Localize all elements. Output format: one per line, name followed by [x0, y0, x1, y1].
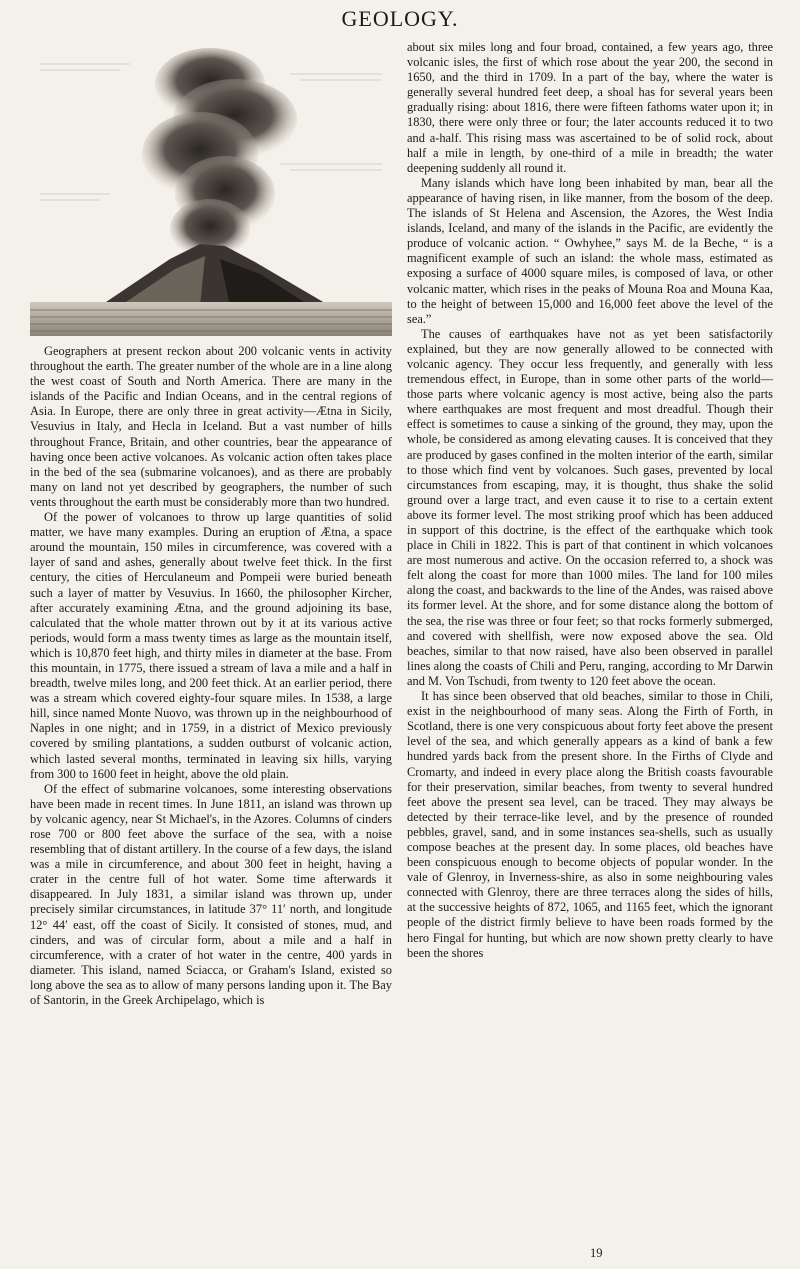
paragraph-submarine-volcanoes: Of the effect of submarine volcanoes, some interesting observations have been made in recent times. In June 1811, an island was thrown up by volcanic agency, near St Michael's, in the Azores. Columns of cinders rose 700 or 800 feet above the surface of the sea, with a noise resembling that of distant artillery. In the course of a few days, the island was a mile in circumference, and about 300 feet in height, having a crater in the centre full of hot water. Some time afterwards it disappeared. In July 1831, a similar island was thrown up, under precisely similar circumstances, in latitude 37° 11′ north, and longitude 12° 44′ east, off the coast of Sicily. It consisted of stones, mud, and cinders, and was of circular form, about a mile and a half in circumference, with a crater of hot water in the centre, 400 yards in diameter. This island, named Sciacca, or Graham's Island, existed so long above the sea as to allow of many persons landing upon it. The Bay of Santorin, in the Greek Archipelago, which is [30, 781, 392, 1008]
paragraph-santorin: about six miles long and four broad, contained, a few years ago, three volcanic isles, the first of which rose about the year 200, the second in 1650, and the third in 1709. In a part of the bay, where the water is generally several hundred feet deep, a shoal has for several years been gradually rising: about 1816, there were fifteen fathoms water upon it; in 1830, there were only three or four; the later accounts reduced it to two and a-half. This rising mass was ascertained to be of solid rock, about half a mile in length, by one-third of a mile in breadth; the water deepening suddenly all round it. [407, 40, 773, 175]
paragraph-earthquakes: The causes of earthquakes have not as yet been satisfactorily explained, but they are now generally allowed to be connected with volcanic agency. They occur less frequently, and generally with less tremendous effect, in Europe, than in some other parts of the world—those parts where volcanic agency is most active, being also the parts where earthquakes are most frequent and most dreadful. Though their effect is sometimes to cause a sinking of the ground, they may, upon the whole, be considered as among elevating causes. It is conceived that they are produced by gases confined in the molten interior of the earth, similar to those which find vent by volcanoes. Such gases, prevented by local circumstances from escaping, may, it is thought, thus shake the solid ground over a large tract, and even cause it to rise to a certain extent above its former level. The most striking proof which has been adduced in support of this doctrine, is the effect of the earthquake which took place in Chili in 1822. This is part of that continent in which volcanoes are most numerous and active. On the occasion referred to, a shock was felt along the coast for more than 1000 miles. The land for 100 miles along the coast, and backwards to the line of the Andes, was raised above its former level. At the shore, and for some distance along the bottom of the sea, the rise was three or four feet; so that rocks formerly submerged, and covered with shellfish, were now exposed above the sea. Old beaches, similar to that now raised, have also been observed in parallel lines along the coasts of Chili and Peru, ranging, according to Mr Darwin and M. Von Tschudi, from twenty to 120 feet above the ocean. [407, 326, 773, 688]
volcanic-island-illustration [30, 44, 392, 336]
paragraph-volcano-power: Of the power of volcanoes to throw up large quantities of solid matter, we have many examples. During an eruption of Ætna, a space around the mountain, 150 miles in circumference, was covered with a layer of sand and ashes, generally about twelve feet thick. In the first century, the cities of Herculaneum and Pompeii were buried beneath such a layer of matter by Vesuvius. In 1660, the philosopher Kircher, after accurately examining Ætna, and the ground adjoining its base, calculated that the whole matter thrown out by it at its various active periods, would form a mass twenty times as large as the mountain itself, which is 10,870 feet high, and thirty miles in diameter at the base. From this mountain, in 1775, there issued a stream of lava a mile and a half in breadth, twelve miles long, and 200 feet thick. At an earlier period, there was a stream which covered eighty-four square miles. In 1538, a large hill, since named Monte Nuovo, was thrown up in the neighbourhood of Naples in one night; and in 1759, in a district of Mexico previously covered by smiling plantations, a sudden outburst of volcanic action, which lasted several months, terminated in leaving six hills, varying from 300 to 1600 feet in height, above the old plain. [30, 510, 392, 781]
paragraph-risen-islands: Many islands which have long been inhabited by man, bear all the appearance of having risen, in like manner, from the bosom of the deep. The islands of St Helena and Ascension, the Azores, the West India islands, Iceland, and many of the islands in the Pacific, are evidently the produce of volcanic action. “ Owhyhee,” says M. de la Beche, “ is a magnificent example of such an island: the whole mass, estimated as exposing a surface of 4000 square miles, is composed of lava, or other volcanic matter, which rises in the peaks of Mouna Roa and Mouna Kaa, to the height of between 15,000 and 16,000 feet above the level of the sea.” [407, 175, 773, 326]
left-column [30, 44, 392, 1008]
running-head: GEOLOGY. [341, 6, 459, 31]
right-column [407, 40, 773, 961]
paragraph-volcanic-vents: Geographers at present reckon about 200 volcanic vents in activity throughout the earth. The greater number of the whole are in a line along the west coast of South and North America. There are many in the islands of the Pacific and Indian Oceans, and in the central regions of Asia. In Europe, there are only three in great activity—Ætna in Sicily, Vesuvius in Italy, and Hecla in Iceland. But a vast number of hills throughout France, Britain, and other countries, bear the appearance of having once been active volcanoes. As volcanic action often takes place in the bed of the sea (submarine volcanoes), and as there are probably many on land not yet described by geographers, the number of such vents throughout the earth must be considerably more than two hundred. [30, 344, 392, 509]
paragraph-old-beaches: It has since been observed that old beaches, similar to those in Chili, exist in the neighbourhood of many seas. Along the Firth of Forth, in Scotland, there is one very conspicuous about forty feet above the present level of the sea, and which generally appears as a kind of bank a few hundred yards back from the present shore. In the Firths of Clyde and Cromarty, and indeed in every place along the British coasts favourable for their preservation, similar beaches, from twenty to several hundred feet above the present sea level, can be traced. They may always be detected by their terrace-like level, and by the presence of rounded pebbles, gravel, sand, and in some instances sea-shells, such as usually compose beaches at the present day. In some places, old beaches have been conspicuous enough to become objects of popular wonder. In the vale of Glenroy, in Inverness-shire, as also in some neighbouring vales connected with Glenroy, there are three terraces along the sides of hills, at the successive heights of 872, 1065, and 1165 feet, which the ignorant people of the district firmly believe to have been roads formed by the hero Fingal for hunting, but which are now shown pretty clearly to have been the shores [407, 689, 773, 960]
page-number: 19 [590, 1246, 603, 1260]
